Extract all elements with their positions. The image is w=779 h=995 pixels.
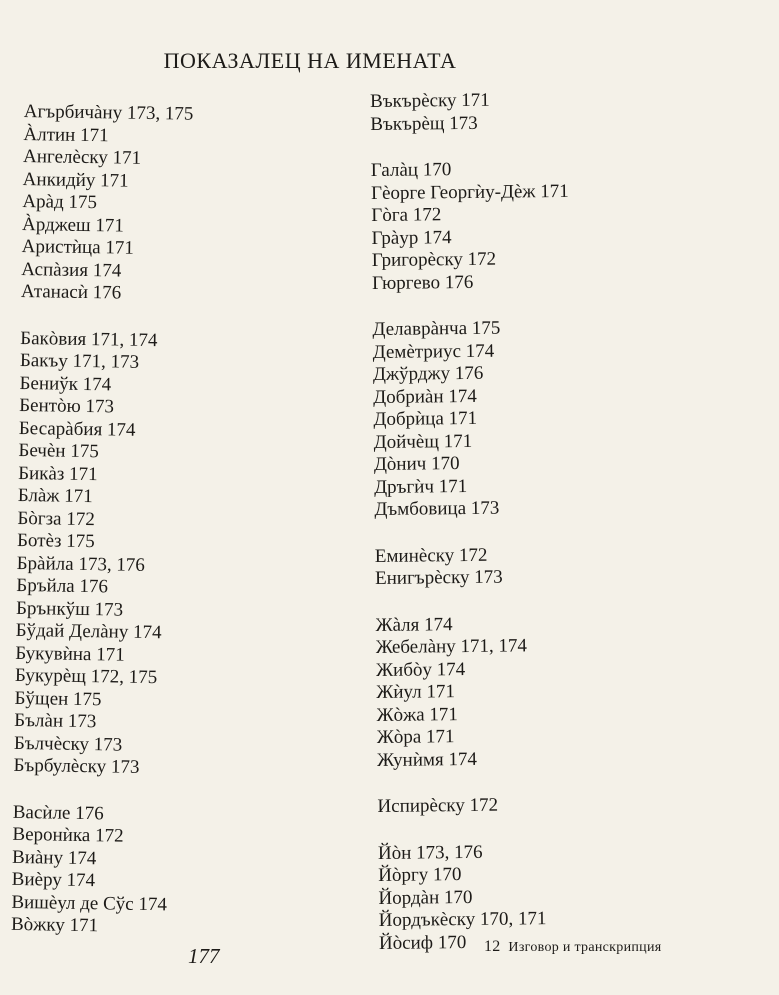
index-entry: Жàля 174 xyxy=(375,613,453,636)
index-entry: Грàур 174 xyxy=(371,226,452,249)
index-entry: Дъмбовица 173 xyxy=(374,497,500,520)
index-entry: Анкидйу 171 xyxy=(22,168,129,192)
index-letter-group xyxy=(377,794,575,819)
index-entry: Жунѝмя 174 xyxy=(376,748,478,771)
index-entry: Йòргу 170 xyxy=(378,864,462,886)
index-entry: Бечèн 175 xyxy=(18,439,99,463)
index-entry: Дръгѝч 171 xyxy=(374,475,468,498)
index-entry: Бълàн 173 xyxy=(14,709,97,733)
index-entry: Жòжа 171 xyxy=(376,703,458,726)
index-entry: Демèтриус 174 xyxy=(372,340,495,363)
index-letter-group xyxy=(13,327,190,780)
index-entry: Виèру 174 xyxy=(11,868,96,892)
index-entry: Гòга 172 xyxy=(371,204,442,226)
index-entry: Добриàн 174 xyxy=(373,385,477,408)
left-column xyxy=(10,101,193,963)
index-entry: Ботèз 175 xyxy=(16,529,95,553)
index-title: ПОКАЗАЛЕЦ НА ИМЕНАТА xyxy=(163,48,457,73)
index-entry: Атанасѝ 176 xyxy=(20,280,122,304)
index-entry: Бесарàбия 174 xyxy=(18,417,136,441)
index-entry: Дойчèщ 171 xyxy=(373,430,473,453)
index-entry: Жѝул 171 xyxy=(376,681,455,703)
index-entry: Бениўк 174 xyxy=(19,372,112,395)
index-entry: Гèорге Георгѝу-Дèж 171 xyxy=(370,180,569,204)
index-entry: Бакòвия 171, 174 xyxy=(20,327,158,351)
index-entry: Джўрджу 176 xyxy=(372,362,484,385)
index-entry: Арàд 175 xyxy=(22,190,98,214)
index-entry: Брънкўш 173 xyxy=(15,597,124,621)
index-letter-group xyxy=(372,317,572,522)
index-entry: Еминèску 172 xyxy=(374,544,488,567)
index-entry: Виàну 174 xyxy=(11,846,97,869)
index-letter-group xyxy=(371,158,570,295)
index-entry: Добрѝца 171 xyxy=(373,407,478,430)
index-entry: Бълчèску 173 xyxy=(13,732,123,756)
index-entry: Делаврàнча 175 xyxy=(372,317,501,340)
index-entry: Жебелàну 171, 174 xyxy=(375,635,528,658)
index-entry: Блàж 171 xyxy=(17,484,93,508)
index-entry: Йòн 173, 176 xyxy=(377,841,483,864)
index-entry: Бòгза 172 xyxy=(17,507,96,530)
index-entry: Жибòу 174 xyxy=(375,658,466,681)
index-letter-group xyxy=(21,101,194,306)
index-entry: Бакъу 171, 173 xyxy=(19,349,140,373)
index-entry: Бўщен 175 xyxy=(14,687,102,710)
index-entry: Вòжку 171 xyxy=(10,913,99,937)
page-number: 177 xyxy=(188,944,220,968)
index-entry: Букувѝна 171 xyxy=(15,642,125,666)
index-entry: Àлтин 171 xyxy=(23,123,109,146)
index-entry: Аристѝца 171 xyxy=(21,235,135,259)
index-entry: Йордàн 170 xyxy=(378,886,473,909)
index-letter-group xyxy=(11,801,183,939)
signature-text: Изговор и транскрипция xyxy=(508,940,662,955)
index-entry: Дòнич 170 xyxy=(373,453,460,475)
index-entry: Букурèщ 172, 175 xyxy=(14,664,158,689)
index-entry: Веронѝка 172 xyxy=(12,823,124,847)
index-entry: Вишèул де Сўс 174 xyxy=(11,891,168,915)
index-letter-group xyxy=(375,543,573,590)
index-entry: Бръйла 176 xyxy=(16,574,109,598)
index-letter-group xyxy=(375,612,574,772)
index-entry: Ангелèску 171 xyxy=(22,145,142,169)
index-letter-group xyxy=(370,89,568,136)
right-column xyxy=(370,89,577,979)
index-entry: Галàц 170 xyxy=(370,159,452,181)
index-entry: Аспàзия 174 xyxy=(21,258,122,282)
index-entry: Àрджеш 171 xyxy=(21,213,125,237)
index-entry: Йòсиф 170 xyxy=(378,931,467,954)
index-entry: Гюргево 176 xyxy=(371,271,474,294)
index-entry: Йордъкèску 170, 171 xyxy=(378,908,547,931)
printer-signature xyxy=(484,938,661,956)
signature-number: 12 xyxy=(484,938,501,955)
index-entry: Григорèску 172 xyxy=(371,248,497,271)
index-entry: Бўдай Делàну 174 xyxy=(15,619,162,644)
index-entry: Агърбичàну 173, 175 xyxy=(23,101,194,125)
index-entry: Въкърèску 171 xyxy=(370,89,490,112)
index-entry: Жòра 171 xyxy=(376,726,455,748)
index-entry: Бърбулèску 173 xyxy=(13,754,140,778)
index-entry: Брàйла 173, 176 xyxy=(16,552,146,576)
index-entry: Въкърèщ 173 xyxy=(370,112,478,135)
index-entry: Васѝле 176 xyxy=(12,801,104,824)
index-entry: Испирèску 172 xyxy=(377,794,499,817)
index-entry: Бикàз 171 xyxy=(17,462,98,485)
index-entry: Бентòю 173 xyxy=(19,394,115,418)
index-entry: Енигърèску 173 xyxy=(374,566,503,589)
